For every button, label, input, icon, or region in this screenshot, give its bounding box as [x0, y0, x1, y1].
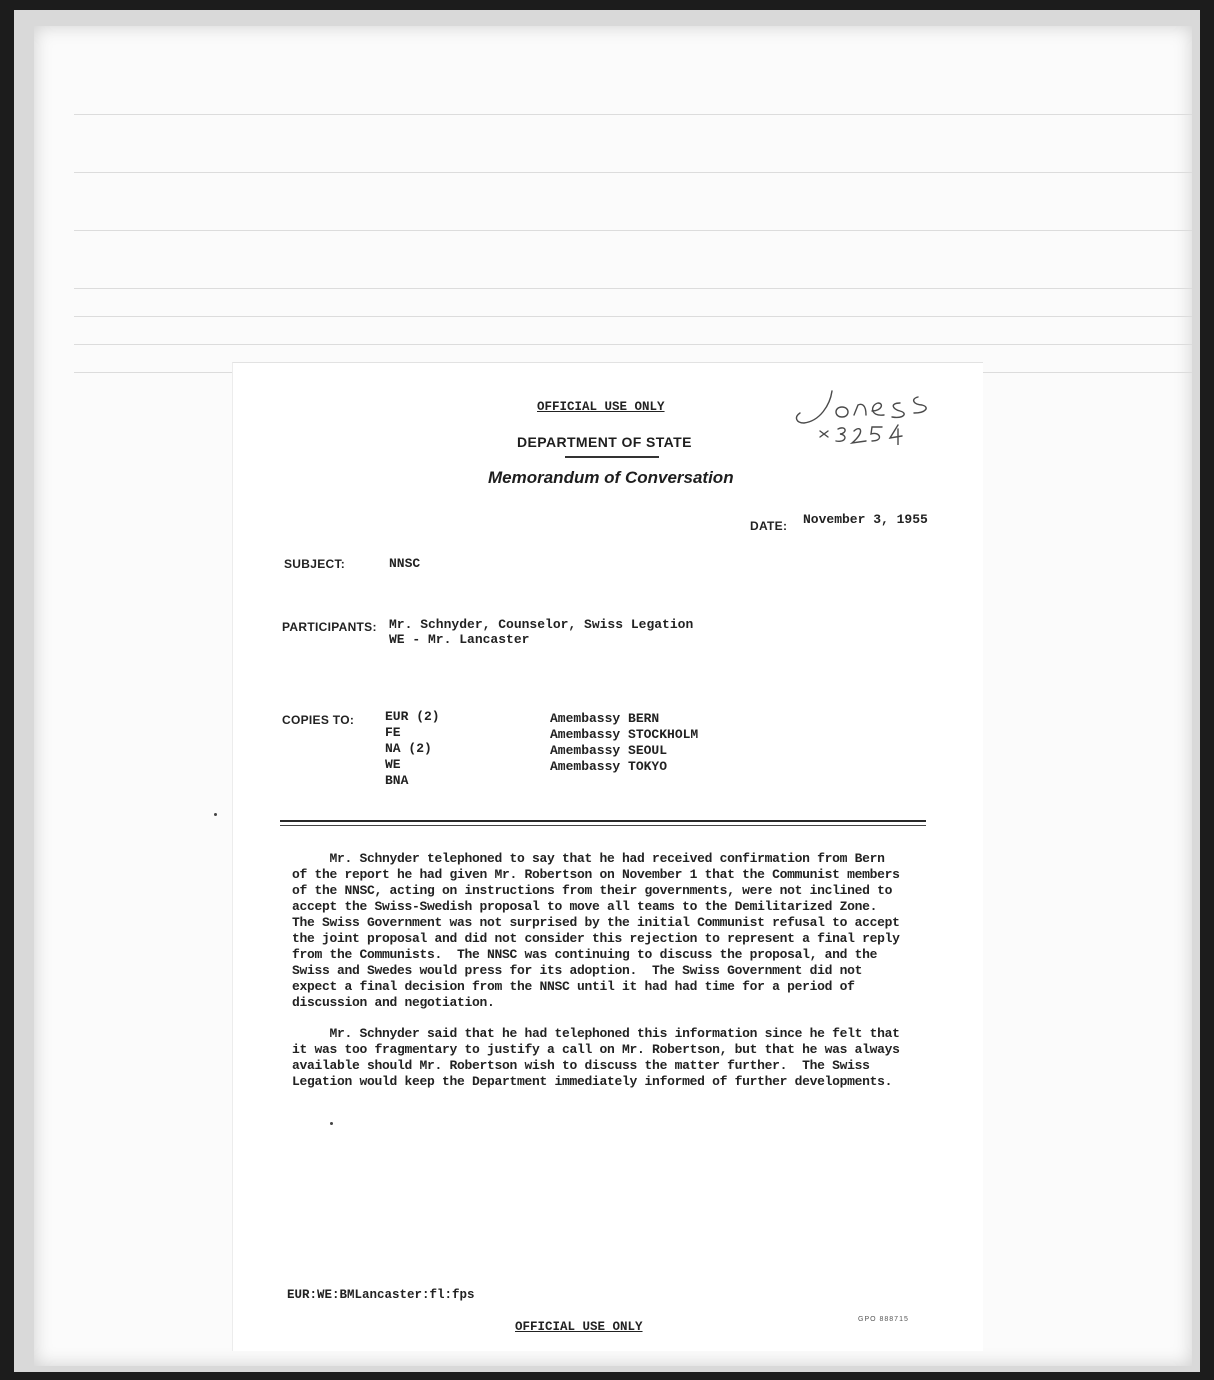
body-line: Mr. Schnyder telephoned to say that he had received confirmation from Bern	[292, 851, 885, 866]
participants-label: PARTICIPANTS:	[282, 620, 377, 634]
copy-embassy: Amembassy TOKYO	[550, 759, 668, 774]
body-line: discussion and negotiation.	[292, 995, 495, 1010]
participant-line: Mr. Schnyder, Counselor, Swiss Legation	[389, 617, 694, 632]
copy-embassy: Amembassy SEOUL	[550, 743, 668, 758]
copy-recipient: WE	[385, 757, 401, 772]
date-label: DATE:	[750, 519, 788, 533]
heading-underline	[565, 456, 659, 458]
drafter-code: EUR:WE:BMLancaster:fl:fps	[287, 1288, 475, 1302]
classification-bottom: OFFICIAL USE ONLY	[515, 1320, 643, 1334]
department-heading: DEPARTMENT OF STATE	[517, 434, 692, 450]
body-line: available should Mr. Robertson wish to discuss the matter further. The Swiss	[292, 1058, 870, 1073]
faint-ruling	[74, 288, 1192, 289]
body-line: expect a final decision from the NNSC until it had had time for a period of	[292, 979, 855, 994]
body-line: Legation would keep the Department immediately informed of further developments.	[292, 1074, 893, 1089]
body-line: accept the Swiss-Swedish proposal to move all teams to the Demilitarized Zone.	[292, 899, 878, 914]
scan-speck	[330, 1122, 333, 1125]
body-line: Mr. Schnyder said that he had telephoned this information since he felt that	[292, 1026, 900, 1041]
copy-recipient: NA (2)	[385, 741, 432, 756]
copy-embassy: Amembassy BERN	[550, 711, 660, 726]
body-line: from the Communists. The NNSC was continuing to discuss the proposal, and the	[292, 947, 878, 962]
faint-ruling	[74, 114, 1192, 115]
copy-recipient: BNA	[385, 773, 409, 788]
body-line: the joint proposal and did not consider this rejection to represent a final reply	[292, 931, 900, 946]
copy-recipient: FE	[385, 725, 401, 740]
handwritten-annotation	[790, 385, 945, 445]
faint-ruling	[74, 344, 1192, 345]
scan-speck	[214, 813, 217, 816]
body-line: of the NNSC, acting on instructions from their governments, were not inclined to	[292, 883, 893, 898]
body-line: The Swiss Government was not surprised by the initial Communist refusal to accept	[292, 915, 900, 930]
section-divider	[280, 825, 926, 826]
subject-label: SUBJECT:	[284, 557, 346, 571]
copy-embassy: Amembassy STOCKHOLM	[550, 727, 699, 742]
memo-title: Memorandum of Conversation	[488, 468, 734, 487]
date-value: November 3, 1955	[803, 512, 928, 527]
subject-value: NNSC	[389, 556, 421, 571]
body-line: it was too fragmentary to justify a call on Mr. Robertson, but that he was always	[292, 1042, 900, 1057]
section-divider	[280, 820, 926, 822]
faint-ruling	[74, 172, 1192, 173]
faint-ruling	[74, 230, 1192, 231]
copy-recipient: EUR (2)	[385, 709, 440, 724]
classification-top: OFFICIAL USE ONLY	[537, 400, 665, 414]
participant-line: WE - Mr. Lancaster	[389, 632, 530, 647]
body-line: Swiss and Swedes would press for its adoption. The Swiss Government did not	[292, 963, 863, 978]
gpo-number: GPO 888715	[858, 1316, 909, 1323]
body-line: of the report he had given Mr. Robertson on November 1 that the Communist members	[292, 867, 900, 882]
faint-ruling	[74, 316, 1192, 317]
copies-label: COPIES TO:	[282, 713, 355, 727]
